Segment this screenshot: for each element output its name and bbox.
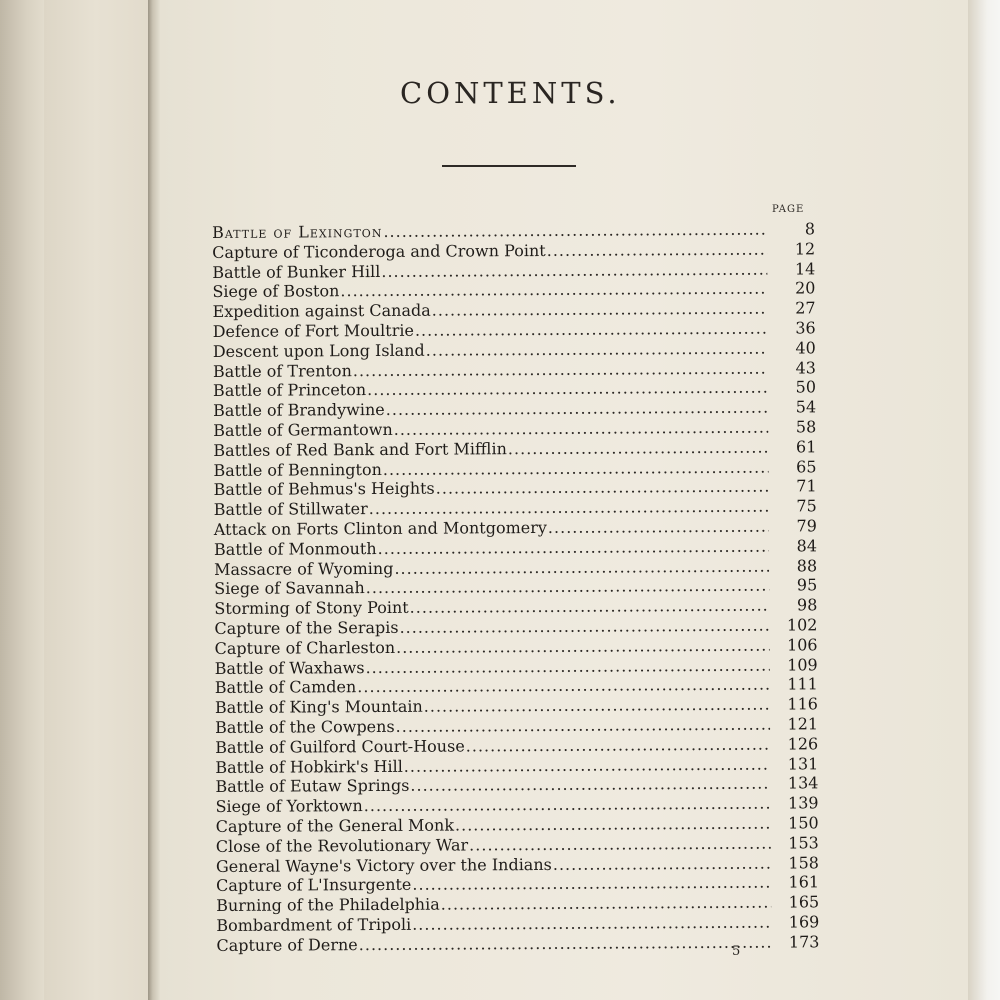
- dot-leader: [547, 239, 768, 260]
- dot-leader: [383, 457, 769, 479]
- entry-page-number: 95: [796, 575, 818, 595]
- entry-title: Battle of Guilford Court-House: [215, 736, 465, 757]
- folio-number: 5: [732, 944, 741, 959]
- entry-page-number: 165: [788, 892, 820, 912]
- entry-page-number: 173: [788, 931, 820, 952]
- dot-leader: [404, 754, 771, 776]
- entry-title: Battle of King's Mountain: [214, 696, 423, 718]
- entry-page-number: 20: [794, 278, 816, 298]
- dot-leader: [367, 378, 768, 400]
- dot-leader: [455, 814, 771, 836]
- dot-leader: [441, 893, 772, 915]
- entry-title: General Wayne's Victory over the Indians: [215, 854, 552, 876]
- book-spine: [0, 0, 44, 1000]
- entry-page-number: 43: [795, 357, 816, 378]
- entry-title: Descent upon Long Island: [212, 340, 425, 361]
- entry-title: Battle of Camden: [214, 677, 357, 698]
- left-page: [44, 0, 148, 1000]
- entry-page-number: 102: [786, 615, 818, 635]
- dot-leader: [508, 437, 769, 458]
- dot-leader: [426, 338, 768, 360]
- title-rule: [442, 165, 576, 167]
- entry-title: Siege of Savannah: [214, 578, 365, 599]
- entry-title: Siege of Boston: [212, 281, 340, 302]
- entry-title: Capture of Charleston: [214, 637, 396, 658]
- entry-page-number: 111: [787, 674, 818, 694]
- entry-title: Massacre of Wyoming: [214, 558, 394, 579]
- entry-title: Defence of Fort Moultrie: [212, 320, 414, 341]
- entry-page-number: 14: [794, 258, 816, 279]
- book-gutter: [148, 0, 160, 1000]
- entry-title: Siege of Yorktown: [215, 796, 363, 817]
- entry-page-number: 12: [794, 239, 816, 259]
- page-title: CONTENTS.: [400, 76, 621, 110]
- entry-page-number: 121: [787, 714, 819, 734]
- entry-page-number: 150: [788, 813, 819, 833]
- entry-page-number: 88: [796, 555, 818, 575]
- entry-page-number: 61: [795, 437, 817, 457]
- entry-page-number: 116: [787, 694, 819, 714]
- dot-leader: [383, 220, 767, 242]
- entry-page-number: 106: [786, 635, 818, 655]
- entry-title: Battle of Bennington: [213, 459, 382, 480]
- entry-title: Burning of the Philadelphia: [216, 894, 440, 916]
- entry-page-number: 131: [787, 753, 819, 774]
- entry-title: Battle of Bunker Hill: [212, 261, 381, 282]
- entry-page-number: 126: [787, 734, 819, 754]
- dot-leader: [466, 734, 771, 756]
- entry-page-number: 139: [787, 793, 819, 813]
- entry-title: Battle of Eutaw Springs: [215, 776, 410, 797]
- dot-leader: [353, 358, 768, 380]
- entry-page-number: 134: [787, 773, 819, 793]
- dot-leader: [340, 279, 767, 301]
- dot-leader: [396, 715, 771, 737]
- entry-page-number: 79: [796, 516, 817, 536]
- dot-leader: [396, 635, 770, 657]
- dot-leader: [469, 833, 771, 855]
- entry-page-number: 36: [795, 318, 816, 338]
- dot-leader: [432, 299, 768, 321]
- entry-page-number: 8: [804, 219, 816, 239]
- entry-page-number: 98: [796, 595, 818, 615]
- entry-title: Capture of L'Insurgente: [215, 875, 412, 896]
- entry-title: Expedition against Canada: [212, 300, 431, 322]
- dot-leader: [424, 695, 770, 717]
- entry-title: Battle of Brandywine: [213, 400, 385, 421]
- entry-page-number: 84: [796, 536, 818, 556]
- entry-title: Capture of the General Monk: [215, 815, 455, 836]
- entry-page-number: 75: [796, 496, 817, 516]
- entry-title: Battle of the Cowpens: [215, 716, 395, 737]
- entry-page-number: 50: [795, 377, 817, 397]
- dot-leader: [410, 596, 770, 618]
- entry-title: Battle of Behmus's Heights: [213, 479, 435, 500]
- dot-leader: [381, 259, 767, 281]
- entry-page-number: 65: [796, 456, 817, 476]
- entry-title: Battle of Hobkirk's Hill: [215, 756, 403, 777]
- entry-title: Attack on Forts Clinton and Montgomery: [213, 517, 547, 539]
- entry-title: Battle of Trenton: [212, 360, 352, 381]
- entry-page-number: 54: [795, 397, 817, 417]
- dot-leader: [412, 873, 771, 895]
- entry-page-number: 169: [788, 912, 820, 932]
- entry-title: Bombardment of Tripoli: [216, 914, 412, 935]
- dot-leader: [415, 319, 768, 341]
- dot-leader: [366, 655, 770, 677]
- dot-leader: [410, 774, 770, 796]
- entry-page-number: 109: [787, 654, 818, 675]
- dot-leader: [436, 477, 769, 499]
- page-column-header: PAGE: [772, 204, 805, 215]
- entry-title: Capture of Ticonderoga and Crown Point: [212, 240, 546, 262]
- entry-page-number: 27: [795, 298, 816, 318]
- entry-page-number: 158: [788, 852, 819, 872]
- contents-entry: [216, 932, 819, 955]
- contents-list: [212, 219, 819, 955]
- entry-title: Battle of Lexington: [212, 221, 383, 242]
- dot-leader: [553, 853, 771, 874]
- dot-leader: [359, 932, 772, 954]
- dot-leader: [412, 912, 771, 934]
- dot-leader: [364, 794, 771, 816]
- entry-title: Close of the Revolutionary War: [215, 835, 469, 856]
- entry-page-number: 153: [788, 833, 819, 853]
- dot-leader: [366, 576, 770, 598]
- dot-leader: [548, 517, 769, 538]
- entry-title: Capture of the Serapis: [214, 617, 399, 638]
- entry-title: Storming of Stony Point: [214, 597, 409, 619]
- dot-leader: [357, 675, 770, 697]
- entry-title: Battle of Stillwater: [213, 499, 368, 520]
- dot-leader: [394, 556, 769, 578]
- dot-leader: [378, 536, 769, 558]
- page-edge: [968, 0, 1000, 1000]
- entry-title: Battle of Princeton: [212, 380, 367, 401]
- dot-leader: [399, 616, 769, 638]
- entry-page-number: 58: [795, 417, 817, 437]
- dot-leader: [386, 398, 769, 420]
- entry-page-number: 71: [796, 476, 817, 496]
- entry-title: Battle of Waxhaws: [214, 657, 365, 678]
- entry-title: Battle of Monmouth: [213, 538, 377, 559]
- entry-page-number: 161: [788, 872, 820, 892]
- dot-leader: [394, 418, 769, 440]
- entry-title: Battles of Red Bank and Fort Mifflin: [213, 438, 507, 460]
- entry-title: Capture of Derne: [216, 934, 358, 955]
- entry-title: Battle of Germantown: [213, 419, 393, 440]
- entry-page-number: 40: [795, 338, 816, 358]
- dot-leader: [369, 497, 769, 519]
